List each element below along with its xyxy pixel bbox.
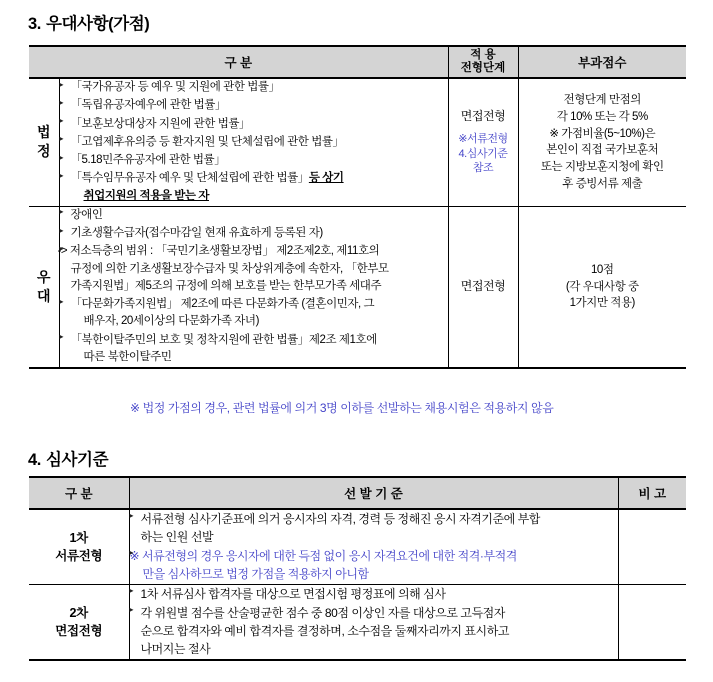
preferential-item-list <box>57 207 448 366</box>
row-items-preferential <box>59 206 448 368</box>
list-sub-item <box>57 243 448 295</box>
criteria-2 <box>129 585 618 661</box>
table-row-preferential <box>29 206 686 368</box>
points-line-2: 각 10% 또는 각 5% <box>556 111 648 124</box>
sub-item-line-1: ▸ -> 저소득층의 범위 : 「국민기초생활보장법」 제2조제2호, 제11호의 <box>57 245 380 258</box>
preferential-points-table <box>29 45 686 369</box>
points-line-4: 본인이 직접 국가보훈처 <box>546 144 659 157</box>
stage-value: 면접전형 <box>460 109 506 124</box>
tail-item-2-line-2: 따른 북한이탈주민 <box>83 350 172 363</box>
criteria-1-note-line-1: ▸ ※ 서류전형의 경우 응시자에 대한 득점 없이 응시 자격요건에 대한 적격·부적격 <box>129 549 517 563</box>
tail-item-1-line-1: ▸ 「다문화가족지원법」 제2조에 따른 다문화가족 (결혼이민자, 그 <box>70 298 375 310</box>
stage-name-2 <box>29 585 129 661</box>
row-stage-legal <box>448 78 518 206</box>
list-item: ▸ 「보훈보상대상자 지원에 관한 법률」 <box>60 116 448 133</box>
list-item: ▸ 기초생활수급자(접수마감일 현재 유효하게 등록된 자) <box>60 225 448 242</box>
header-category: 구 분 <box>29 477 129 509</box>
table-row-stage-1 <box>29 509 686 585</box>
list-item: ▸ 1차 서류심사 합격자를 대상으로 면접시험 평정표에 의해 심사 <box>130 585 618 603</box>
remark-2 <box>618 585 686 661</box>
list-item: ▸ 「국가유공자 등 예우 및 지원에 관한 법률」 <box>60 79 448 96</box>
section-heading-3 <box>28 10 149 34</box>
points-line-2: (각 우대사항 중 <box>565 280 639 293</box>
row-category-preferential <box>29 206 59 368</box>
sub-item-line-3: 가족지원법」제5조의 규정에 의해 보호를 받는 한부모가족 세대주 <box>70 279 382 292</box>
header-category: 구 분 <box>29 46 448 78</box>
list-item <box>130 510 618 546</box>
section-4-number: 4. <box>28 451 41 469</box>
criteria-2-bullet-2-line-1: ▸ 각 위원별 점수를 산술평균한 점수 중 80점 이상인 자를 대상으로 고득점자 <box>140 606 505 620</box>
list-item: ▸ 장애인 <box>60 207 448 224</box>
section-3-number: 3. <box>28 15 41 33</box>
stage-note-line-3: 참조 <box>472 162 494 175</box>
list-item: ▸ 「5.18민주유공자에 관한 법률」 <box>60 152 448 169</box>
row-items-legal <box>59 78 448 206</box>
criteria-1-note-line-2: 만을 심사하므로 법정 가점을 적용하지 아니함 <box>142 567 369 581</box>
points-line-5: 또는 지방보훈지청에 확인 <box>540 161 664 174</box>
criteria-2-bullet-2-line-3: 나머지는 절사 <box>140 642 211 656</box>
legal-last-item-emphasis-1: 등 상기 <box>308 172 344 185</box>
row-points-preferential <box>518 206 686 368</box>
legal-last-item-emphasis-2: 취업지원의 적용을 받는 자 <box>83 189 209 202</box>
category-char-2: 대 <box>36 287 51 304</box>
table-header-row <box>29 46 686 78</box>
row-points-legal <box>518 78 686 206</box>
section-heading-4 <box>28 446 108 470</box>
list-item <box>60 332 448 367</box>
category-char-1: 우 <box>36 268 51 285</box>
criteria-list-1 <box>130 510 618 583</box>
points-line-6: 후 증빙서류 제출 <box>562 177 643 190</box>
sub-item-line-2: 규정에 의한 기초생활보장수급자 및 차상위계층에 속한자, 「한부모 <box>70 262 389 275</box>
remark-1 <box>618 509 686 585</box>
criteria-1-bullet-1-line-1: ▸ 서류전형 심사기준표에 의거 응시자의 자격, 경력 등 정해진 응시 자격기준에 부합 <box>140 512 540 526</box>
category-char-1: 법 <box>36 124 51 141</box>
header-stage <box>448 46 518 78</box>
category-char-2: 정 <box>36 143 51 160</box>
section-4-title: 심사기준 <box>45 451 109 469</box>
stage-note-line-2: 4.심사기준 <box>458 147 508 160</box>
list-item <box>60 296 448 331</box>
criteria-list-2 <box>130 585 618 658</box>
table-header-row <box>29 477 686 509</box>
stage-name-1 <box>29 509 129 585</box>
header-stage-line1: 적 용 <box>470 48 496 61</box>
header-remark: 비 고 <box>618 477 686 509</box>
list-item <box>130 604 618 658</box>
legal-last-item-plain: 「특수임무유공자 예우 및 단체설립에 관한 법률」 <box>70 172 309 185</box>
stage-name-line-1: 2차 <box>69 605 88 620</box>
stage-name-line-2: 서류전형 <box>55 549 103 563</box>
row-stage-preferential: 면접전형 <box>448 206 518 368</box>
row-category-legal <box>29 78 59 206</box>
points-line-3: 1가지만 적용) <box>569 297 635 310</box>
list-item: ▸ 「고엽제후유의증 등 환자지원 및 단체설립에 관한 법률」 <box>60 134 448 151</box>
points-line-1: 전형단계 만점의 <box>563 94 641 107</box>
criteria-1-bullet-1-line-2: 하는 인원 선발 <box>140 530 214 544</box>
table-row-stage-2 <box>29 585 686 661</box>
header-stage-line2: 전형단계 <box>460 62 506 74</box>
criteria-1 <box>129 509 618 585</box>
stage-name-line-2: 면접전형 <box>55 624 103 638</box>
table-row-legal <box>29 78 686 206</box>
criteria-2-bullet-2-line-2: 순으로 합격자와 예비 합격자를 결정하며, 소수점을 둘째자리까지 표시하고 <box>140 624 509 638</box>
legal-item-list <box>60 79 448 205</box>
list-item: ▸ 「독립유공자예우에 관한 법률」 <box>60 97 448 114</box>
tail-item-2-line-1: ▸ 「북한이탈주민의 보호 및 정착지원에 관한 법률」제2조 제1호에 <box>70 333 377 346</box>
section-3-title: 우대사항(가점) <box>45 15 150 33</box>
list-item-emphasized <box>60 170 448 205</box>
stage-note-line-1: ※서류전형 <box>458 132 508 145</box>
evaluation-criteria-table <box>29 476 686 661</box>
points-line-1: 10점 <box>590 263 614 276</box>
legal-points-footnote: ※ 법정 가점의 경우, 관련 법률에 의거 3명 이하를 선발하는 채용시험은 적용하지 않음 <box>130 401 554 415</box>
points-line-3: ※ 가점비율(5~10%)은 <box>549 127 656 140</box>
header-criteria: 선 발 기 준 <box>129 477 618 509</box>
stage-name-line-1: 1차 <box>69 530 88 545</box>
header-points: 부과점수 <box>518 46 686 78</box>
criteria-1-note <box>130 547 618 583</box>
tail-item-1-line-2: 배우자, 20세이상의 다문화가족 자녀) <box>83 315 259 328</box>
